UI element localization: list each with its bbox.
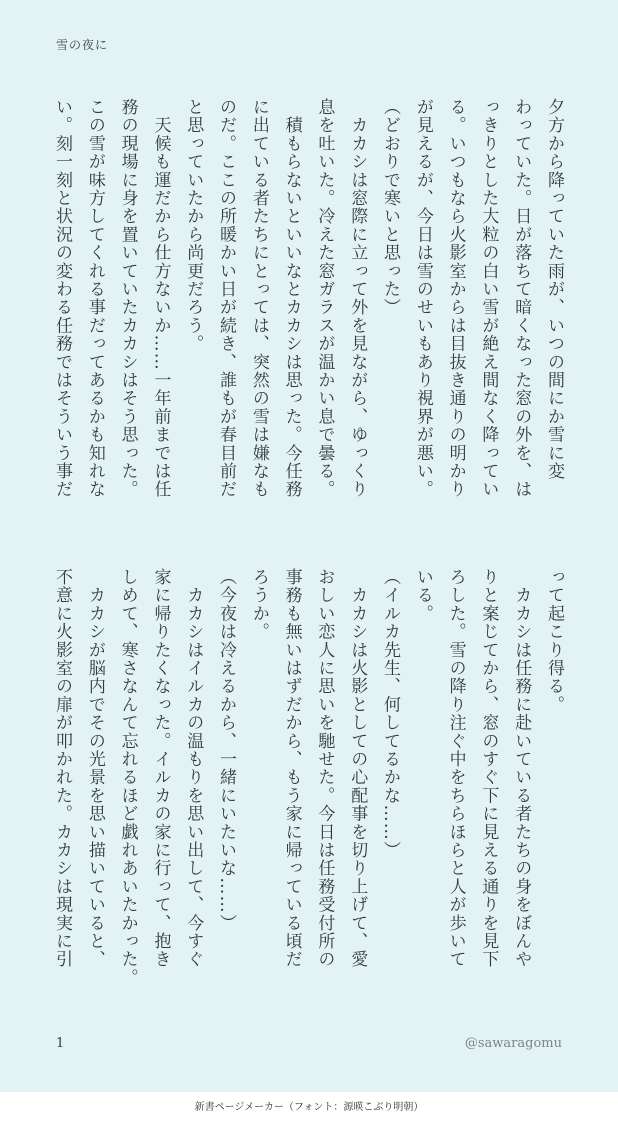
author-handle: @sawaragomu <box>464 1036 562 1051</box>
footer-credit: 新書ページメーカー（フォント：源暎こぶり明朝） <box>194 1102 424 1113</box>
body-text-top: 夕方から降っていた雨が、いつの間にか雪に変 わっていた。日が落ちて暗くなった窓の外を、は っきりとした大粒の白い雪が絶え間なく降ってい る。いつもなら火影室からは目抜き通りの明かり が見えるが、今日は雪のせいもあり視界が悪い。 （どおりで寒いと思った） カカシは窓際に立って外を見ながら、ゆっくり 息を吐いた。冷えた窓ガラスが温かい息で曇る。 積もらないといいなとカカシは思った。今任務 に出ている者たちにとっては、突然の雪は嫌なも のだ。ここの所暖かい日が続き、誰もが春目前だ と思っていたから尚更だろう。 天候も運だから仕方ないか……一年前までは任 務の現場に身を置いていたカカシはそう思った。 この雪が味方してくれる事だってあるかも知れな い。刻一刻と状況の変わる任務ではそういう事だ <box>52 98 564 499</box>
page-number: 1 <box>56 1036 65 1051</box>
page-title: 雪の夜に <box>56 38 109 52</box>
body-text-bottom: って起こり得る。 カカシは任務に赴いている者たちの身をぼんや りと案じてから、窓のすぐ下に見える通りを見下 ろした。雪の降り注ぐ中をちらほらと人が歩いて いる。 （イルカ先生、何してるかな……） カカシは火影としての心配事を切り上げて、愛 おしい恋人に思いを馳せた。今日は任務受付所の 事務も無いはずだから、もう家に帰っている頃だ ろうか。 （今夜は冷えるから、一緒にいたいな……） カカシはイルカの温もりを思い出して、今すぐ 家に帰りたくなった。イルカの家に行って、抱き しめて、寒さなんて忘れるほど戯れあいたかった。 カカシが脳内でその光景を思い描いていると、 不意に火影室の扉が叩かれた。カカシは現実に引 <box>52 568 564 987</box>
